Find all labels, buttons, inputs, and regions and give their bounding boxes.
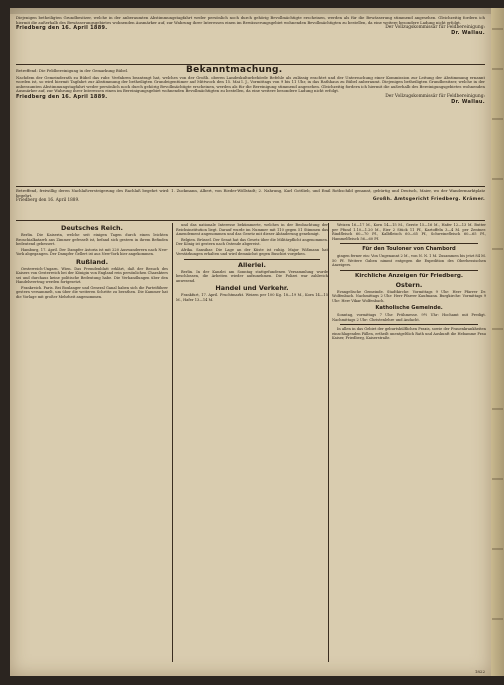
heading-deutsches-reich: Deutsches Reich. [61,224,123,232]
bekanntmachung-signature: Dr. Wallau. [451,98,485,105]
bekanntmachung: Betreffend: Die Feldbereinigung in der Gemarkung Bübel. Bekanntmachung. Nachdem der Gemeinderath zu Bübel das rubr. Verfahren beantragt hat, welches von der Großh. oberen Landeskulturbehörde Befehle als zulässig erachtet und der Untersuchung einer Kommission zur Leitung der Abstimmung ernannt worden ist, so wird hiermit Tagfahrt zur Abstimmung der betheiligten Grundeigentümer auf Mittwoch den 15. Mai l. J., Vormittags von 9 bis 11 Uhr, in das Rathhaus zu Bübel anberaumt. Diejenigen betheiligten Grundbesitzer, welche in der anberaumten Abstimmungstagfahrt weder persönlich noch durch gehörig Bevollmächtigte erscheinen, werden als für die Bereinigung stimmend angesehen. Gleichzeitig fordern ich hiermit die außerhalb des Bereinigungsgebietes wohnenden Ausmärker auf, zur Wahrung ihrer Interessen einen im Bereinigungsgebiet wohnenden Bevollmächtigten zu bestellen, da eine weitere besondere Ladung nicht erfolgt. Friedberg den 16. April 1889. Der Vollzugskommissär für Feldbereinigung: Dr. Wallau. [16,65,485,105]
heading-allerlei: Allerlei. [238,260,266,269]
heading-kirchliche-anzeigen: Kirchliche Anzeigen für Friedberg. [355,272,463,279]
bekanntmachung-office: Der Vollzugskommissär für Feldbereinigung: [385,93,485,99]
notice-nachlass: Betreffend, freiwillig deren Nachlaßversteigerung des Rachlaß begehrt wird: 1. Zuckmann, Albert, von Rieder-Wöllstadt; 2. Nahrung, Karl Gottlieb, und Emil Rothschild genannt, gebürtig und Deutsch, Maier, wo der Wandermarktplatz begehrt. Friedberg den 16. April 1889. Großh. Amtsgericht Friedberg. Krämer. [16,188,485,203]
newspaper-page [10,8,491,676]
column-2: und das nationale Interesse bekümmerte, welches in der Beobachtung der Reichsinstitution liegt. Darauf wurde im Nummer mit 110 gegen 51 Stimmen das Amendement angenommen und das Gesetz mit dieser Abänderung genehmigt. Belgien. Brüssel. Der Senat hat das Gesetz über die Militärpflicht angenommen. Der König ist gestern nach Ostende abgereist. Afrika. Sansibar. Die Lage an der Küste ist ruhig. Major Wißmann hat Verstärkungen erhalten und wird demnächst gegen Buschiri vorgehen. Allerlei. Berlin. In der Kanzlei am Sonntag stattgefundenen Versammlung wurde beschlossen, die Arbeiten wieder aufzunehmen. Die Polizei war zahlreich anwesend. Handel und Verkehr. Frankfurt, 17. April. Fruchtmarkt. Weizen per 100 Kg. 18—19 M., Korn 14—15 M., Hafer 13—14 M. [172,223,328,662]
top-notice-date: Friedberg den 16. April 1889. [16,25,108,32]
heading-ostern: Ostern. [395,280,423,289]
page-number: 1822 [474,669,485,674]
top-notice-signature: Dr. Wallau. [451,29,485,36]
top-notice-office: Der Vollzugskommissär für Feldbereinigung: [385,25,485,31]
heading-russland: Rußland. [75,257,109,266]
bekanntmachung-label: Betreffend: Die Feldbereinigung in der Gemarkung Bübel. [16,68,129,73]
adjacent-page-edge [491,8,504,676]
heading-touloner: Für den Touloner von Chambord [362,246,456,252]
column-3: Weizen 16—17 M., Korn 14—15 M., Gerste 15—16 M., Hafer 12—13 M. Butter per Pfund 1.10—1.20 M., Eier 2 Stück 11 Pf., Kartoffeln 3—4 M. per Zentner. Rindfleisch 60—70 Pf., Kalbfleisch 60—65 Pf., Schweinefleisch 60—65 Pf., Hammelfleisch 56—60 Pf. Für den Touloner von Chambord gingen ferner ein: Von Ungenannt 2 M., von N. N. 1 M. Zusammen bis jetzt 84 M. 50 Pf. Weitere Gaben nimmt entgegen die Expedition des Oberhessischen Anzeigers. Kirchliche Anzeigen für Friedberg. Ostern. Evangelische Gemeinde. Stadtkirche: Vormittags 9 Uhr: Herr Pfarrer Dr. Wolfenbach. Nachmittags 2 Uhr: Herr Pfarrer Kaufmann. Burgkirche: Vormittags 9 Uhr: Herr Vikar Wolfenbach. Katholische Gemeinde. Sonntag, vormittags 7 Uhr: Frühmesse. 9½ Uhr: Hochamt mit Predigt. Nachmittags 2 Uhr: Christenlehre und Andacht. In allen in das Gebiet der geburtshülflichen Praxis, sowie der Frauenkrankheiten einschlagenden Fällen, ertheilt unentgeltlich Rath und Auskunft die Hebamme Frau Kaiser, Friedberg, Kaiserstraße. [328,223,486,662]
top-notice: Diejenigen betheiligten Grundbesitzer, welche in der anberaumten Abstimmungstagfahrt weder persönlich noch durch gehörig Bevollmächtigte erscheinen, werden als für die Bewässerung stimmend angesehen. Gleichzeitig fordern ich hiermit die außerhalb des Bewässerungsgebietes wohnenden Ausmärker auf, zur Wahrung ihrer Interessen einen im Bewässerungsgebiet wohnenden Bevollmächtigten zu bestellen, da eine weitere besondere Ladung nicht erfolgt. Friedberg den 16. April 1889. Der Vollzugskommissär für Feldbereinigung: Dr. Wallau. [16,15,485,36]
column-1: Deutsches Reich. Berlin. Die Kaiserin, welche seit einigen Tagen durch einen leichten Bronchialkatarrh ans Zimmer gefesselt ist, befand sich gestern in ihrem Befinden bedeutend gebessert. Hamburg, 17. April. Der Dampfer Astoria ist mit 220 Auswanderern nach New-York abgegangen. Der Dampfer Gellert ist aus New-York hier angekommen. Rußland. Oesterreich-Ungarn. Wien. Das Fremdenblatt erklärt, daß der Besuch des Kaisers von Oesterreich bei der Königin von England rein persönlichen Charakters sei und durchaus keine politische Bedeutung habe. Die Verhandlungen über den Handelsvertrag werden fortgesetzt. Frankreich. Paris. Bei Boulanger und General Ganal haben sich die Parteiführer gestern versammelt, um über die weiteren Schritte zu berathen. Die Kammer hat die Vorlage mit großer Mehrheit angenommen. [16,224,168,299]
bekanntmachung-title: Bekanntmachung. [186,65,283,75]
heading-handel-verkehr: Handel und Verkehr. [215,284,289,292]
bekanntmachung-date: Friedberg den 16. April 1889. [16,93,108,100]
heading-katholische-gemeinde: Katholische Gemeinde. [375,305,443,311]
